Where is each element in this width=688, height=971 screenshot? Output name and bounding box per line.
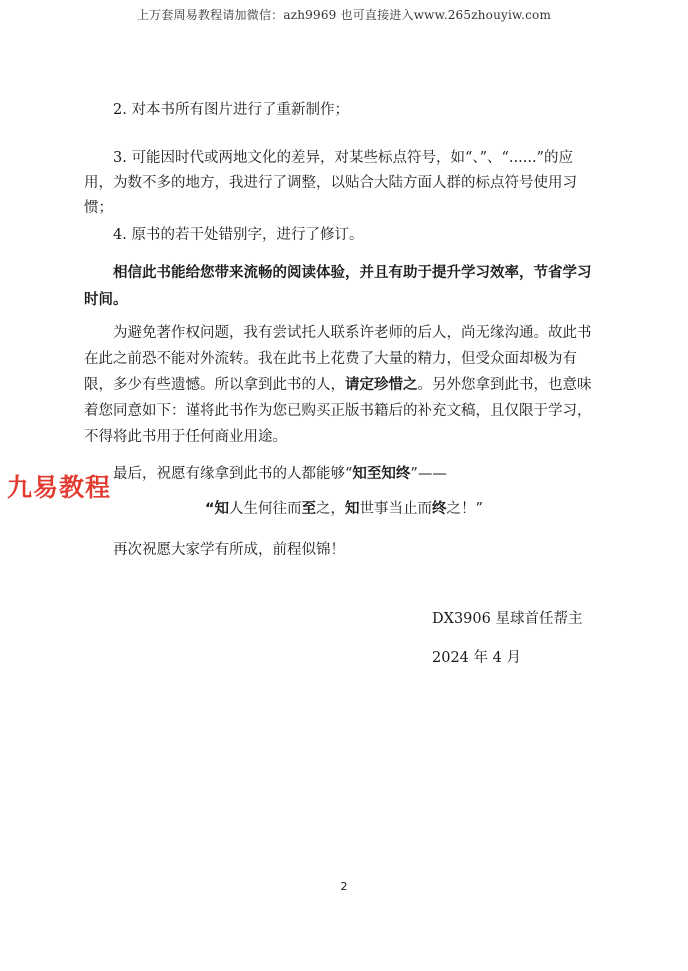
motto-quote-open: “ (205, 501, 215, 517)
wishes-text: 再次祝愿大家学有所成，前程似锦！ (113, 542, 345, 558)
motto-emphasis: 至 (301, 501, 317, 517)
closing-emphasis: 知至知终 (352, 466, 411, 482)
list-item (84, 222, 594, 248)
closing-paragraph (84, 461, 594, 487)
motto-emphasis: 知 (214, 501, 230, 517)
list-item-text: 2. 对本书所有图片进行了重新制作； (113, 102, 349, 118)
copyright-paragraph (84, 320, 594, 450)
date: 2024 年 4 月 (432, 650, 521, 666)
motto-text: 之， (316, 501, 346, 517)
copyright-emphasis: 请定珍惜之 (345, 377, 418, 393)
list-item (84, 97, 594, 123)
wishes-paragraph (84, 537, 594, 563)
list-item-text: 3. 可能因时代或两地文化的差异，对某些标点符号，如“、”、“......”的应用，为数不多的地方，我进行了调整，以贴合大陆方面人群的标点符号使用习惯； (84, 150, 577, 216)
list-item-text: 4. 原书的若干处错别字，进行了修订。 (113, 227, 364, 243)
page-number: 2 (340, 880, 348, 893)
motto-text: 世事当止而 (359, 501, 433, 517)
motto-text: 人生何往而 (229, 501, 302, 517)
closing-text-end: ”—— (410, 466, 447, 482)
closing-text: 最后，祝愿有缘拿到此书的人都能够“ (113, 466, 353, 482)
watermark-logo: 九易教程 (7, 473, 112, 502)
copyright-text: 为避免著作权问题，我有尝试托人联系许老师的后人，尚无缘沟通。故此书在此之前恐不能对外流转。我在此书上花费了大量的精力，但受众面却极为有限，多少有些遗憾。所以拿到此书的人， (84, 325, 592, 393)
signature: DX3906 星球首任帮主 (432, 611, 583, 627)
motto-emphasis: 知 (345, 501, 360, 517)
copyright-text-end: 。另外您拿到此书，也意味着您同意如下：谨将此书作为您已购买正版书籍后的补充文稿，且仅限于学习，不得将此书用于任何商业用途。 (84, 377, 592, 445)
motto-text: 之！” (446, 501, 483, 517)
header-banner: 上万套周易教程请加微信：azh9969 也可直接进入www.265zhouyiw.com (136, 8, 552, 22)
highlight-paragraph (84, 260, 594, 314)
motto-emphasis: 终 (432, 501, 447, 517)
list-item (84, 146, 594, 221)
highlight-text: 相信此书能给您带来流畅的阅读体验，并且有助于提升学习效率，节省学习时间。 (84, 265, 592, 308)
